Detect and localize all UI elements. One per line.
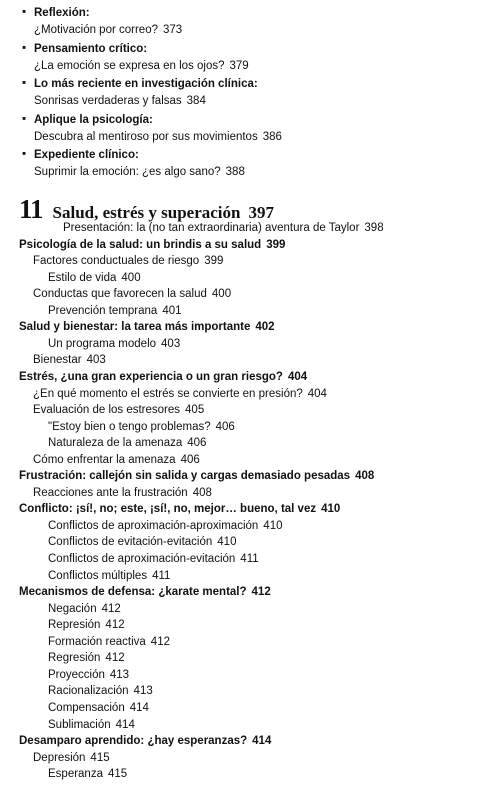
toc-entry-title: Conflictos de aproximación-aproximación bbox=[48, 520, 259, 532]
page-number: 400 bbox=[211, 288, 232, 300]
toc-section-entry bbox=[19, 320, 275, 335]
bullet-icon: ▪ bbox=[22, 42, 27, 54]
toc-entry-title: Conductas que favorecen la salud bbox=[33, 288, 207, 300]
page-number: 412 bbox=[105, 652, 125, 664]
page-number: 399 bbox=[266, 239, 286, 251]
bullet-icon: ▪ bbox=[22, 113, 27, 125]
feature-box-heading: Pensamiento crítico: bbox=[34, 43, 148, 55]
toc-entry-title: Desamparo aprendido: ¿hay esperanzas? bbox=[19, 735, 248, 747]
toc-subsection-entry bbox=[48, 271, 141, 286]
toc-entry-title: Cómo enfrentar la amenaza bbox=[33, 454, 176, 466]
page-number: 401 bbox=[162, 305, 182, 317]
toc-entry-title: Salud y bienestar: la tarea más importante bbox=[19, 321, 251, 333]
page-number: 412 bbox=[105, 619, 125, 631]
toc-entry-title: Depresión bbox=[33, 752, 86, 764]
toc-entry-title: Racionalización bbox=[48, 685, 129, 697]
page-number: 412 bbox=[251, 586, 271, 598]
chapter-number: 11 bbox=[19, 194, 43, 224]
toc-section-entry bbox=[19, 502, 340, 517]
toc-subsection-entry bbox=[33, 387, 327, 402]
toc-section-entry bbox=[19, 585, 271, 600]
feature-box-item bbox=[34, 130, 282, 145]
toc-entry-title: Regresión bbox=[48, 652, 101, 664]
toc-section-entry bbox=[19, 469, 374, 484]
toc-subsection-entry bbox=[48, 701, 149, 716]
toc-section-entry bbox=[19, 734, 271, 749]
toc-entry-title: Bienestar bbox=[33, 354, 82, 366]
toc-entry-title: Presentación: la (no tan extraordinaria) aventura de Taylor bbox=[63, 222, 360, 234]
page-number: 373 bbox=[163, 24, 183, 36]
toc-entry-title: Sublimación bbox=[48, 719, 111, 731]
toc-subsection-entry bbox=[48, 651, 125, 666]
toc-subsection-entry bbox=[48, 668, 129, 683]
feature-box-item bbox=[34, 23, 182, 38]
toc-entry-title: Prevención temprana bbox=[48, 305, 158, 317]
page-number: 413 bbox=[133, 685, 153, 697]
feature-box-heading: Reflexión: bbox=[34, 7, 90, 19]
toc-subsection-entry bbox=[33, 751, 110, 766]
page-number: 388 bbox=[225, 166, 245, 178]
page-number: 410 bbox=[217, 536, 237, 548]
page-number: 405 bbox=[185, 404, 205, 416]
toc-subsection-entry bbox=[33, 403, 204, 418]
toc-entry-title: Esperanza bbox=[48, 768, 103, 780]
toc-section-entry bbox=[19, 370, 307, 385]
feature-box-item bbox=[34, 165, 245, 180]
page-number: 410 bbox=[321, 503, 341, 515]
feature-box-item-text: Descubra al mentiroso por sus movimientos bbox=[34, 131, 258, 143]
page-number: 411 bbox=[152, 570, 171, 582]
feature-box-item bbox=[34, 94, 206, 109]
toc-entry-title: Conflictos de evitación-evitación bbox=[48, 536, 213, 548]
toc-entry-title: Compensación bbox=[48, 702, 125, 714]
toc-entry-title: Un programa modelo bbox=[48, 338, 157, 350]
chapter-title: Salud, estrés y superación bbox=[52, 203, 241, 222]
page-number: 411 bbox=[240, 553, 259, 565]
toc-subsection-entry bbox=[48, 684, 153, 699]
page-number: 406 bbox=[180, 454, 200, 466]
toc-entry-title: Reacciones ante la frustración bbox=[33, 487, 188, 499]
toc-entry-title: Factores conductuales de riesgo bbox=[33, 255, 200, 267]
page-number: 404 bbox=[287, 371, 308, 383]
toc-subsection-entry bbox=[48, 635, 170, 650]
toc-subsection-entry bbox=[33, 287, 231, 302]
toc-entry-title: Evaluación de los estresores bbox=[33, 404, 181, 416]
feature-box-item-text: Suprimir la emoción: ¿es algo sano? bbox=[34, 166, 221, 178]
toc-entry-title: Psicología de la salud: un brindis a su salud bbox=[19, 239, 262, 251]
page-number: 412 bbox=[101, 603, 121, 615]
toc-entry-title: Estilo de vida bbox=[48, 272, 117, 284]
feature-box-heading: Lo más reciente en investigación clínica: bbox=[34, 78, 258, 90]
toc-subsection-entry bbox=[48, 767, 127, 782]
page-number: 415 bbox=[107, 768, 128, 780]
page-number: 398 bbox=[364, 222, 384, 234]
toc-entry-title: "Estoy bien o tengo problemas? bbox=[48, 421, 211, 433]
toc-entry-title: Mecanismos de defensa: ¿karate mental? bbox=[19, 586, 247, 598]
chapter-page-number: 397 bbox=[248, 203, 274, 222]
page-number: 402 bbox=[255, 321, 275, 333]
toc-subsection-entry bbox=[48, 519, 282, 534]
toc-entry-title: Formación reactiva bbox=[48, 636, 146, 648]
feature-box-item bbox=[34, 59, 249, 74]
toc-entry-title: Estrés, ¿una gran experiencia o un gran riesgo? bbox=[19, 371, 283, 383]
toc-entry-title: Conflictos de aproximación-evitación bbox=[48, 553, 236, 565]
page-number: 404 bbox=[307, 388, 327, 400]
page-number: 414 bbox=[252, 735, 272, 747]
toc-subsection-entry bbox=[48, 718, 135, 733]
toc-subsection-entry bbox=[33, 353, 106, 368]
feature-box-item-text: ¿La emoción se expresa en los ojos? bbox=[34, 60, 225, 72]
page-number: 399 bbox=[204, 255, 224, 267]
page-number: 384 bbox=[186, 95, 206, 107]
toc-entry-title: Frustración: callejón sin salida y cargas demasiado pesadas bbox=[19, 470, 351, 482]
toc-subsection-entry bbox=[33, 486, 212, 501]
toc-entry-title: Proyección bbox=[48, 669, 105, 681]
toc-subsection-entry bbox=[48, 618, 125, 633]
toc-entry-title: Conflicto: ¡sí!, no; este, ¡sí!, no, mejor… bueno, tal vez bbox=[19, 503, 317, 515]
page-number: 400 bbox=[121, 272, 141, 284]
toc-subsection-entry bbox=[48, 602, 121, 617]
toc-entry-title: ¿En qué momento el estrés se convierte en presión? bbox=[33, 388, 303, 400]
page-number: 408 bbox=[192, 487, 212, 499]
toc-section-entry bbox=[19, 238, 285, 253]
toc-subsection-entry bbox=[33, 453, 200, 468]
feature-box-heading: Aplique la psicología: bbox=[34, 114, 153, 126]
toc-subsection-entry bbox=[48, 535, 236, 550]
toc-subsection-entry bbox=[48, 552, 259, 567]
page-number: 379 bbox=[229, 60, 249, 72]
bullet-icon: ▪ bbox=[22, 77, 27, 89]
toc-subsection-entry bbox=[48, 569, 170, 584]
toc-subsection-entry bbox=[33, 254, 223, 269]
page-number: 414 bbox=[115, 719, 135, 731]
feature-box-heading: Expediente clínico: bbox=[34, 149, 139, 161]
page-number: 386 bbox=[262, 131, 282, 143]
page-number: 414 bbox=[129, 702, 149, 714]
bullet-icon: ▪ bbox=[22, 6, 27, 18]
bullet-icon: ▪ bbox=[22, 148, 27, 160]
page-number: 415 bbox=[90, 752, 110, 764]
toc-entry-title: Naturaleza de la amenaza bbox=[48, 437, 183, 449]
toc-subsection-entry bbox=[48, 304, 182, 319]
page-number: 403 bbox=[161, 338, 181, 350]
toc-subsection-entry bbox=[48, 436, 206, 451]
toc-entry-title: Negación bbox=[48, 603, 97, 615]
toc-entry-title: Represión bbox=[48, 619, 101, 631]
page-number: 408 bbox=[355, 470, 375, 482]
toc-subsection-entry bbox=[63, 221, 384, 236]
page-number: 406 bbox=[187, 437, 207, 449]
toc-entry-title: Conflictos múltiples bbox=[48, 570, 148, 582]
page-number: 403 bbox=[86, 354, 106, 366]
feature-box-item-text: Sonrisas verdaderas y falsas bbox=[34, 95, 182, 107]
page-number: 412 bbox=[150, 636, 170, 648]
page-number: 406 bbox=[215, 421, 235, 433]
toc-subsection-entry bbox=[48, 420, 235, 435]
feature-box-item-text: ¿Motivación por correo? bbox=[34, 24, 158, 36]
page-number: 413 bbox=[109, 669, 130, 681]
toc-subsection-entry bbox=[48, 337, 180, 352]
page-number: 410 bbox=[263, 520, 283, 532]
